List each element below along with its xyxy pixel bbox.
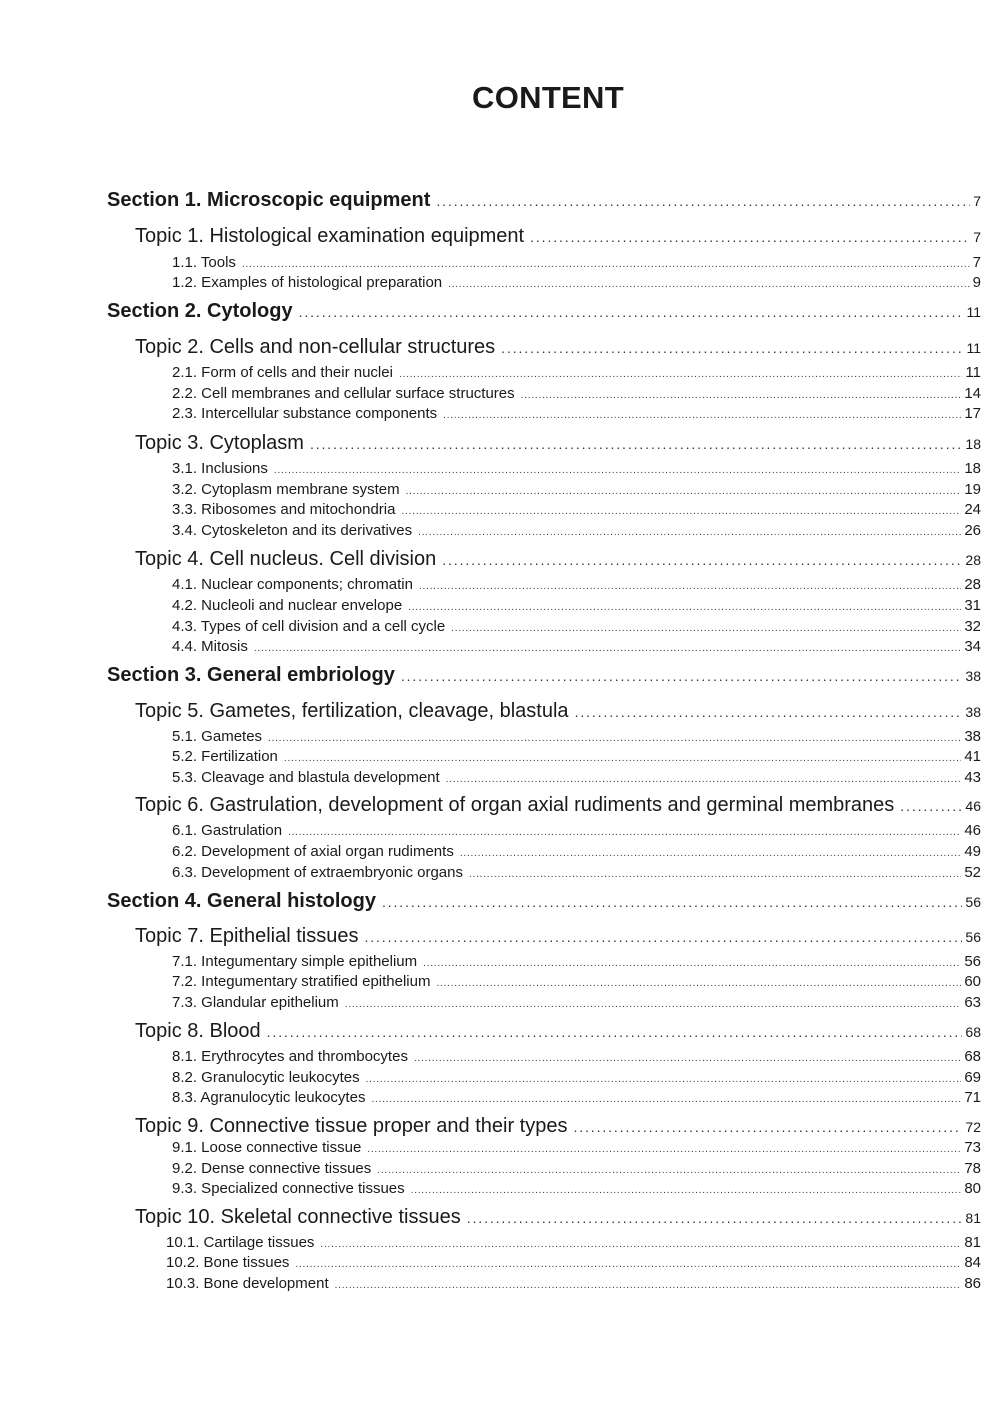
toc-label: 2.2. Cell membranes and cellular surface structures (172, 385, 515, 402)
dot-leader (436, 193, 970, 209)
toc-label: 7.1. Integumentary simple epithelium (172, 953, 418, 970)
toc-subtopic-entry[interactable] (172, 953, 981, 970)
toc-label: 3.1. Inclusions (172, 460, 268, 477)
dot-leader (443, 410, 961, 421)
dot-leader (320, 1239, 961, 1250)
toc-page-number: 71 (964, 1089, 981, 1106)
toc-page-number: 28 (964, 576, 981, 593)
toc-label: 10.1. Cartilage tissues (166, 1234, 315, 1251)
toc-page-number: 56 (965, 894, 981, 910)
toc-subtopic-entry[interactable] (172, 822, 981, 839)
dot-leader (451, 623, 961, 634)
toc-topic-entry[interactable] (135, 925, 981, 948)
toc-page-number: 9 (972, 274, 981, 291)
toc-topic-entry[interactable] (135, 700, 981, 723)
toc-page-number: 86 (964, 1275, 981, 1292)
toc-page-number: 7 (972, 254, 981, 271)
toc-label: Topic 8. Blood (135, 1020, 261, 1042)
toc-label: Section 1. Microscopic equipment (107, 189, 431, 211)
toc-topic-entry[interactable] (135, 548, 981, 571)
dot-leader (288, 827, 961, 838)
dot-leader (345, 999, 962, 1010)
dot-leader (274, 465, 961, 476)
dot-leader (900, 798, 962, 814)
dot-leader (573, 1119, 962, 1135)
toc-label: Topic 4. Cell nucleus. Cell division (135, 548, 437, 570)
dot-leader (371, 1094, 961, 1105)
toc-page-number: 60 (964, 973, 981, 990)
toc-subtopic-entry[interactable] (166, 1275, 981, 1292)
toc-subtopic-entry[interactable] (172, 364, 981, 381)
toc-page-number: 68 (964, 1048, 981, 1065)
toc-label: 3.3. Ribosomes and mitochondria (172, 501, 396, 518)
toc-label: 7.3. Glandular epithelium (172, 994, 339, 1011)
toc-subtopic-entry[interactable] (172, 728, 981, 745)
toc-subtopic-entry[interactable] (172, 254, 981, 271)
toc-label: Topic 9. Connective tissue proper and their types (135, 1115, 568, 1137)
toc-section-entry[interactable] (107, 300, 981, 323)
toc-label: 9.1. Loose connective tissue (172, 1139, 362, 1156)
dot-leader (419, 581, 961, 592)
toc-page-number: 46 (965, 798, 981, 814)
toc-page-number: 68 (965, 1024, 981, 1040)
toc-subtopic-entry[interactable] (172, 994, 981, 1011)
dot-leader (521, 390, 962, 401)
toc-subtopic-entry[interactable] (172, 1048, 981, 1065)
dot-leader (408, 602, 961, 613)
toc-page-number: 84 (964, 1254, 981, 1271)
dot-leader (242, 259, 970, 270)
toc-subtopic-entry[interactable] (172, 638, 981, 655)
dot-leader (442, 552, 962, 568)
toc-page-number: 46 (964, 822, 981, 839)
toc-label: Topic 6. Gastrulation, development of organ axial rudiments and germinal membranes (135, 794, 895, 816)
dot-leader (406, 486, 962, 497)
dot-leader (414, 1053, 961, 1064)
toc-label: 8.2. Granulocytic leukocytes (172, 1069, 360, 1086)
toc-label: Section 3. General embriology (107, 664, 395, 686)
toc-page-number: 80 (964, 1180, 981, 1197)
toc-label: 2.3. Intercellular substance components (172, 405, 438, 422)
dot-leader (367, 1144, 961, 1155)
toc-label: 10.3. Bone development (166, 1275, 329, 1292)
dot-leader (418, 527, 961, 538)
toc-page-number: 56 (964, 953, 981, 970)
toc-label: Topic 3. Cytoplasm (135, 432, 304, 454)
dot-leader (299, 304, 964, 320)
toc-label: Topic 7. Epithelial tissues (135, 925, 359, 947)
toc-page-number: 49 (964, 843, 981, 860)
dot-leader (411, 1185, 962, 1196)
toc-page-number: 31 (964, 597, 981, 614)
toc-topic-entry[interactable] (135, 1115, 981, 1138)
toc-label: 4.3. Types of cell division and a cell cycle (172, 618, 446, 635)
dot-leader (460, 848, 961, 859)
toc-label: Section 4. General histology (107, 890, 376, 912)
toc-label: Topic 10. Skeletal connective tissues (135, 1206, 461, 1228)
toc-subtopic-entry[interactable] (172, 274, 981, 291)
toc-subtopic-entry[interactable] (172, 460, 981, 477)
toc-page-number: 43 (964, 769, 981, 786)
dot-leader (401, 668, 963, 684)
toc-page-number: 14 (964, 385, 981, 402)
dot-leader (310, 436, 962, 452)
toc-page-number: 41 (964, 748, 981, 765)
toc-page-number: 34 (964, 638, 981, 655)
toc-subtopic-entry[interactable] (172, 501, 981, 518)
toc-subtopic-entry[interactable] (172, 1160, 981, 1177)
toc-page-number: 52 (964, 864, 981, 881)
toc-subtopic-entry[interactable] (172, 1139, 981, 1156)
toc-topic-entry[interactable] (135, 1020, 981, 1043)
dot-leader (469, 869, 961, 880)
dot-leader (284, 753, 961, 764)
toc-page-number: 7 (973, 229, 981, 245)
toc-page-number: 73 (964, 1139, 981, 1156)
toc-topic-entry[interactable] (135, 432, 981, 455)
toc-label: 2.1. Form of cells and their nuclei (172, 364, 393, 381)
toc-page-number: 38 (965, 668, 981, 684)
toc-label: 9.2. Dense connective tissues (172, 1160, 372, 1177)
dot-leader (377, 1165, 961, 1176)
toc-label: Section 2. Cytology (107, 300, 293, 322)
toc-section-entry[interactable] (107, 189, 981, 212)
toc-label: Topic 1. Histological examination equipment (135, 225, 525, 247)
dot-leader (254, 643, 961, 654)
dot-leader (467, 1210, 963, 1226)
toc-subtopic-entry[interactable] (172, 973, 981, 990)
toc-page-number: 26 (964, 522, 981, 539)
dot-leader (366, 1074, 962, 1085)
toc-subtopic-entry[interactable] (172, 864, 981, 881)
toc-label: 6.1. Gastrulation (172, 822, 283, 839)
toc-label: 4.2. Nucleoli and nuclear envelope (172, 597, 403, 614)
dot-leader (423, 958, 961, 969)
toc-page-number: 11 (966, 340, 981, 356)
toc-page-number: 11 (966, 304, 981, 320)
toc-label: 4.1. Nuclear components; chromatin (172, 576, 413, 593)
dot-leader (530, 229, 970, 245)
dot-leader (268, 733, 961, 744)
toc-subtopic-entry[interactable] (172, 1089, 981, 1106)
toc-page-number: 17 (964, 405, 981, 422)
toc-subtopic-entry[interactable] (172, 618, 981, 635)
toc-page-number: 63 (964, 994, 981, 1011)
toc-page-number: 28 (965, 552, 981, 568)
toc-label: 9.3. Specialized connective tissues (172, 1180, 405, 1197)
toc-page-number: 18 (964, 460, 981, 477)
dot-leader (382, 894, 962, 910)
toc-page-number: 38 (964, 728, 981, 745)
toc-subtopic-entry[interactable] (172, 843, 981, 860)
toc-subtopic-entry[interactable] (172, 769, 981, 786)
dot-leader (501, 340, 963, 356)
toc-subtopic-entry[interactable] (172, 597, 981, 614)
toc-label: 5.2. Fertilization (172, 748, 278, 765)
toc-page-number: 11 (965, 364, 981, 381)
toc-page-number: 32 (964, 618, 981, 635)
dot-leader (295, 1259, 961, 1270)
toc-page-number: 78 (964, 1160, 981, 1177)
toc-label: 10.2. Bone tissues (166, 1254, 290, 1271)
toc-page-number: 56 (965, 929, 981, 945)
toc-page-number: 19 (964, 481, 981, 498)
toc-subtopic-entry[interactable] (166, 1234, 981, 1251)
dot-leader (335, 1280, 962, 1291)
toc-subtopic-entry[interactable] (172, 748, 981, 765)
toc-subtopic-entry[interactable] (172, 576, 981, 593)
toc-label: 5.1. Gametes (172, 728, 263, 745)
toc-page-number: 7 (973, 193, 981, 209)
toc-label: 5.3. Cleavage and blastula development (172, 769, 440, 786)
toc-label: 3.4. Cytoskeleton and its derivatives (172, 522, 413, 539)
toc-subtopic-entry[interactable] (172, 405, 981, 422)
toc-page-number: 18 (965, 436, 981, 452)
dot-leader (399, 369, 962, 380)
dot-leader (575, 704, 963, 720)
toc-topic-entry[interactable] (135, 336, 981, 359)
dot-leader (267, 1024, 963, 1040)
toc-subtopic-entry[interactable] (166, 1254, 981, 1271)
toc-label: 6.2. Development of axial organ rudiments (172, 843, 454, 860)
toc-topic-entry[interactable] (135, 225, 981, 248)
dot-leader (401, 506, 961, 517)
dot-leader (364, 929, 962, 945)
toc-label: 3.2. Cytoplasm membrane system (172, 481, 400, 498)
toc-subtopic-entry[interactable] (172, 481, 981, 498)
toc-label: 7.2. Integumentary stratified epithelium (172, 973, 431, 990)
toc-section-entry[interactable] (107, 664, 981, 687)
dot-leader (448, 279, 970, 290)
toc-label: Topic 2. Cells and non-cellular structures (135, 336, 496, 358)
page-title: CONTENT (472, 80, 624, 115)
dot-leader (436, 978, 961, 989)
toc-page-number: 81 (965, 1210, 981, 1226)
dot-leader (446, 774, 962, 785)
toc-page-number: 69 (964, 1069, 981, 1086)
toc-subtopic-entry[interactable] (172, 1180, 981, 1197)
toc-subtopic-entry[interactable] (172, 385, 981, 402)
toc-label: 1.2. Examples of histological preparation (172, 274, 443, 291)
toc-topic-entry[interactable] (135, 1206, 981, 1229)
toc-subtopic-entry[interactable] (172, 522, 981, 539)
toc-page-number: 72 (965, 1119, 981, 1135)
toc-subtopic-entry[interactable] (172, 1069, 981, 1086)
toc-label: 6.3. Development of extraembryonic organs (172, 864, 463, 881)
toc-label: 4.4. Mitosis (172, 638, 248, 655)
toc-section-entry[interactable] (107, 890, 981, 913)
toc-label: Topic 5. Gametes, fertilization, cleavage, blastula (135, 700, 569, 722)
toc-label: 8.1. Erythrocytes and thrombocytes (172, 1048, 408, 1065)
toc-label: 8.3. Agranulocytic leukocytes (172, 1089, 366, 1106)
toc-page-number: 24 (964, 501, 981, 518)
toc-label: 1.1. Tools (172, 254, 236, 271)
toc-topic-entry[interactable] (135, 794, 981, 817)
toc-page-number: 38 (965, 704, 981, 720)
toc-page-number: 81 (964, 1234, 981, 1251)
